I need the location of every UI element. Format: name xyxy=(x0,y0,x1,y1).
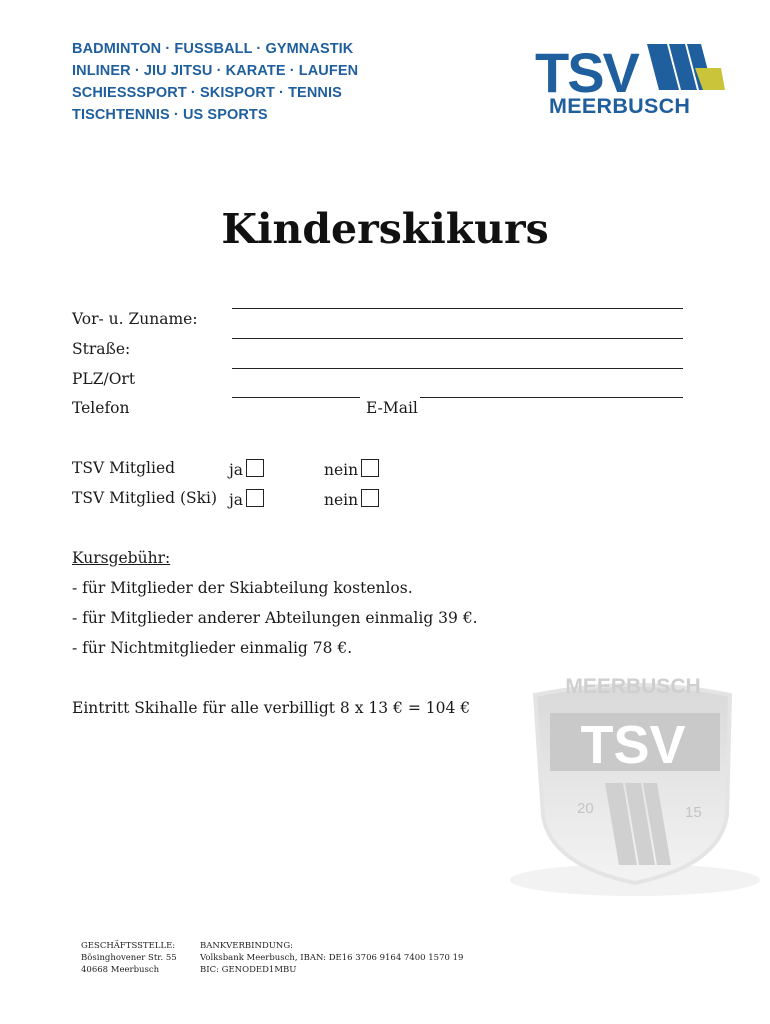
ski-member-no-option xyxy=(324,489,379,509)
sports-line: BADMINTON · FUSSBALL · GYMNASTIK xyxy=(72,41,354,57)
watermark-year-right: 15 xyxy=(685,804,702,821)
yes-label: ja xyxy=(229,491,244,509)
watermark-top-text: MEERBUSCH xyxy=(565,675,701,698)
street-label: Straße: xyxy=(72,340,131,358)
footer-office xyxy=(81,940,177,976)
name-label: Vor- u. Zuname: xyxy=(72,310,198,328)
office-street: Bösinghovener Str. 55 xyxy=(81,953,177,963)
no-label: nein xyxy=(324,461,359,479)
member-yes-option xyxy=(229,459,264,479)
member-no-checkbox[interactable] xyxy=(361,459,379,477)
sports-list xyxy=(72,38,358,126)
tsv-crest-watermark-icon xyxy=(505,665,760,905)
page-title: Kinderskikurs xyxy=(221,205,549,253)
member-no-option xyxy=(324,459,379,479)
street-field[interactable] xyxy=(232,338,683,339)
bank-title: BANKVERBINDUNG: xyxy=(200,941,294,951)
watermark-center-text: TSV xyxy=(580,715,686,775)
watermark-year-left: 20 xyxy=(577,800,594,817)
sports-line: TISCHTENNIS · US SPORTS xyxy=(72,107,268,123)
logo-stripes-icon xyxy=(647,44,725,90)
footer-bank xyxy=(200,940,463,976)
ski-member-yes-option xyxy=(229,489,264,509)
email-label: E-Mail xyxy=(366,399,418,417)
fee-item: - für Nichtmitglieder einmalig 78 €. xyxy=(72,639,353,657)
bank-line: Volksbank Meerbusch, IBAN: DE16 3706 9164 7400 1570 19 xyxy=(200,953,464,963)
member-yes-checkbox[interactable] xyxy=(246,459,264,477)
yes-label: ja xyxy=(229,461,244,479)
no-label: nein xyxy=(324,491,359,509)
office-city: 40668 Meerbusch xyxy=(81,965,160,975)
phone-label: Telefon xyxy=(72,399,130,417)
city-field[interactable] xyxy=(232,368,683,369)
sports-line: SCHIESSSPORT · SKISPORT · TENNIS xyxy=(72,85,342,101)
ski-member-label: TSV Mitglied (Ski) xyxy=(72,489,218,507)
bic-line: BIC: GENODED1MBU xyxy=(200,965,297,975)
city-label: PLZ/Ort xyxy=(72,370,136,388)
member-label: TSV Mitglied xyxy=(72,459,176,477)
fees-heading: Kursgebühr: xyxy=(72,549,171,567)
logo-text: TSV xyxy=(535,41,638,104)
sports-line: INLINER · JIU JITSU · KARATE · LAUFEN xyxy=(72,63,359,79)
ski-member-no-checkbox[interactable] xyxy=(361,489,379,507)
email-field[interactable] xyxy=(420,397,683,398)
fee-item: - für Mitglieder anderer Abteilungen einmalig 39 €. xyxy=(72,609,478,627)
name-field[interactable] xyxy=(232,308,683,309)
ski-member-yes-checkbox[interactable] xyxy=(246,489,264,507)
hall-note: Eintritt Skihalle für alle verbilligt 8 x 13 € = 104 € xyxy=(72,699,471,717)
logo-subtitle: MEERBUSCH xyxy=(549,94,691,118)
office-title: GESCHÄFTSSTELLE: xyxy=(81,941,176,951)
fee-item: - für Mitglieder der Skiabteilung kostenlos. xyxy=(72,579,413,597)
phone-field[interactable] xyxy=(232,397,360,398)
